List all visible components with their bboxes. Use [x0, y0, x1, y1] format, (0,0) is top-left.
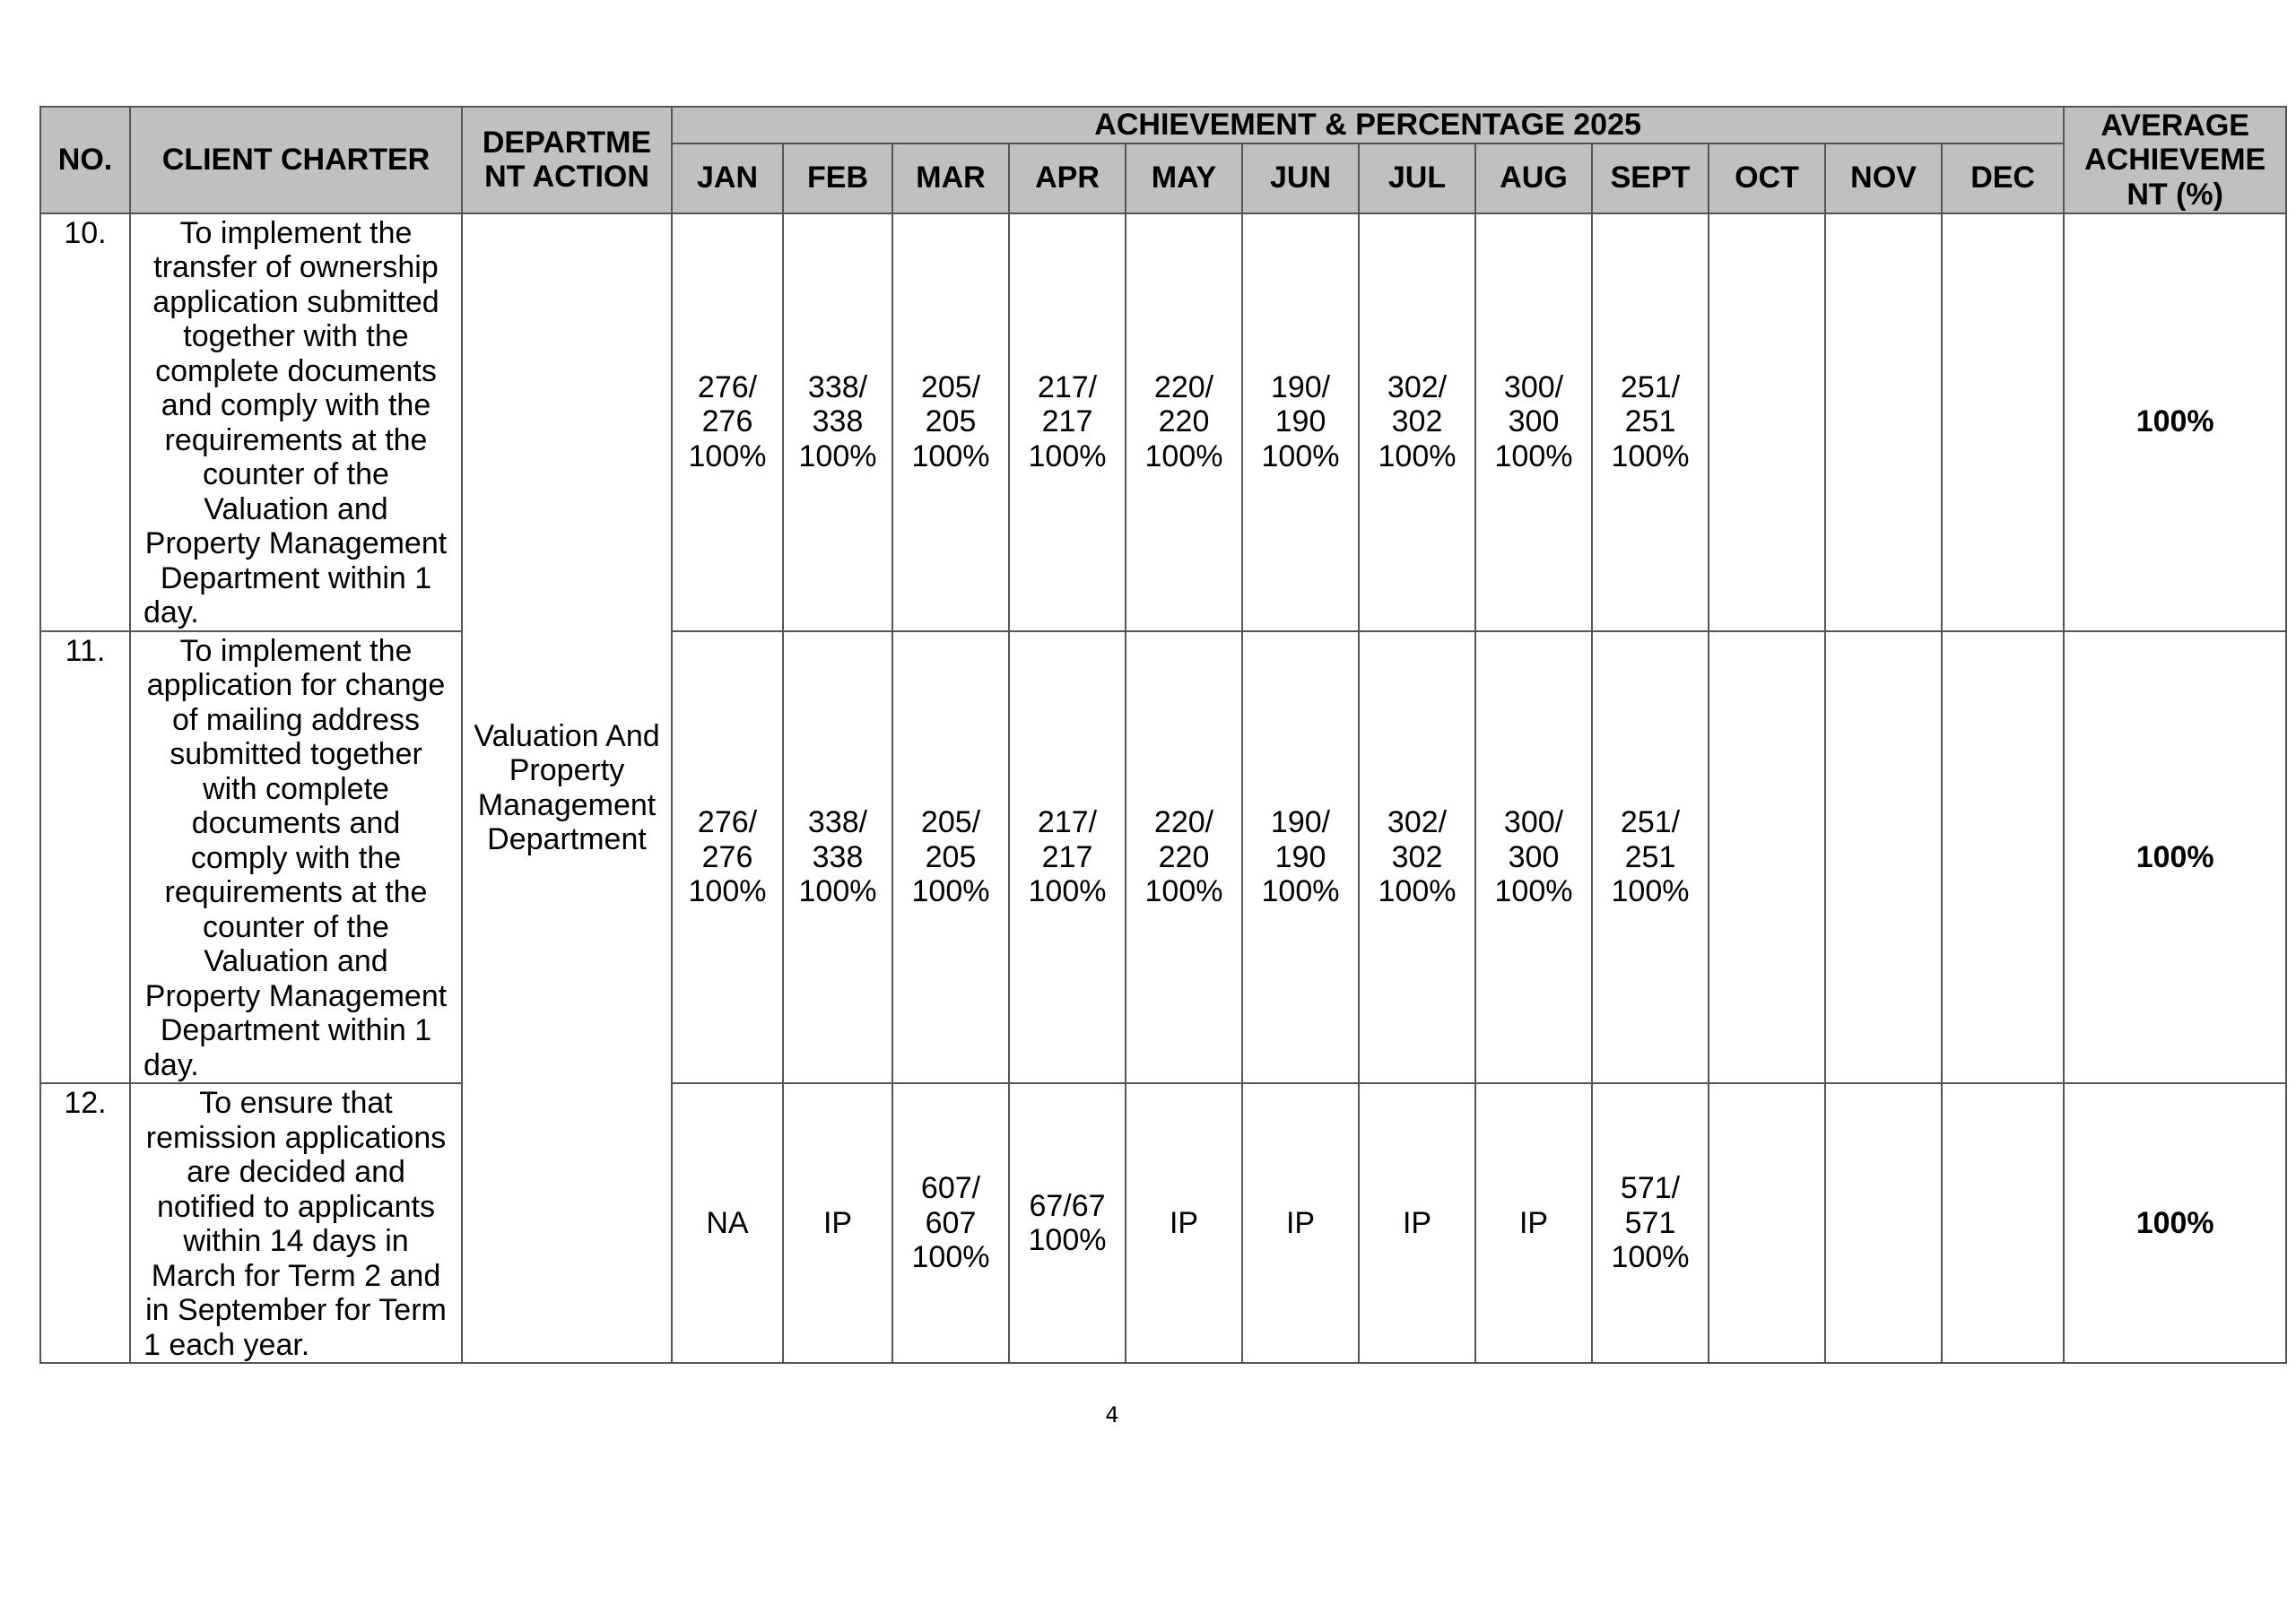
month-value-line: 338/ [807, 369, 868, 404]
month-value-line: 100% [688, 438, 767, 473]
month-value-line: 276 [701, 839, 753, 874]
month-value-line: 220 [1158, 839, 1210, 874]
month-value [1592, 1083, 1709, 1363]
header-achievement-group: ACHIEVEMENT & PERCENTAGE 2025 [672, 107, 2064, 143]
month-value-line: 251 [1624, 839, 1676, 874]
month-value [1709, 213, 1825, 631]
month-value [1942, 1083, 2064, 1363]
month-value-line: 67/67 [1029, 1188, 1106, 1223]
month-value-line: 100% [1144, 438, 1223, 473]
month-value [1592, 213, 1709, 631]
month-value-line: 607/ [920, 1171, 981, 1206]
month-value [892, 631, 1009, 1084]
month-value-line: IP [1402, 1205, 1432, 1240]
month-value-line: 300 [1508, 404, 1560, 439]
month-value-line: 190 [1274, 839, 1326, 874]
header-month: JAN [672, 143, 783, 213]
month-value-line: 190 [1274, 404, 1326, 439]
month-value-line: 220/ [1153, 369, 1214, 404]
header-no: NO. [40, 107, 130, 213]
month-value-line: 276/ [697, 369, 758, 404]
month-value [1825, 1083, 1942, 1363]
header-month: OCT [1709, 143, 1825, 213]
month-value [1126, 213, 1242, 631]
month-value [1709, 1083, 1825, 1363]
month-value [892, 213, 1009, 631]
month-value-line: 100% [1378, 874, 1457, 908]
month-value-line: 100% [688, 874, 767, 908]
month-value-line: 100% [911, 874, 990, 908]
month-value-line: 338 [812, 839, 864, 874]
month-value-line: 100% [911, 438, 990, 473]
month-value [1359, 1083, 1475, 1363]
month-value-line: 251 [1624, 404, 1676, 439]
month-value-line: 217/ [1037, 805, 1098, 839]
month-value [1126, 631, 1242, 1084]
month-value-line: 220/ [1153, 805, 1214, 839]
month-value-line: 205/ [920, 369, 981, 404]
month-value-line: 302 [1391, 404, 1443, 439]
header-average: AVERAGE ACHIEVEME NT (%) [2064, 107, 2286, 213]
month-value-line: IP [1518, 1205, 1549, 1240]
month-value-line: NA [706, 1205, 749, 1240]
month-value-line: 300/ [1503, 805, 1564, 839]
month-value-line: 571/ [1620, 1171, 1681, 1206]
month-value [1009, 631, 1126, 1084]
month-value [1475, 213, 1592, 631]
row-number: 10. [40, 213, 130, 631]
month-value [1825, 213, 1942, 631]
client-charter-table [39, 106, 2287, 1364]
month-value [672, 213, 783, 631]
month-value-line: 251/ [1620, 805, 1681, 839]
month-value-line: 100% [1028, 438, 1107, 473]
month-value-line: 190/ [1270, 805, 1331, 839]
charter-text: To implement the application for change of mailing address submitted together with complete documents and comply with the requirements at the counter of the Valuation and Property Management Department within 1 day. [130, 631, 462, 1084]
header-month: SEPT [1592, 143, 1709, 213]
month-value [1942, 631, 2064, 1084]
month-value [1359, 631, 1475, 1084]
month-value [892, 1083, 1009, 1363]
month-value-line: 217 [1041, 839, 1093, 874]
month-value-line: IP [822, 1205, 853, 1240]
month-value-line: 217/ [1037, 369, 1098, 404]
month-value-line: 100% [1611, 874, 1690, 908]
month-value-line: 100% [1261, 874, 1340, 908]
table-body [40, 213, 2286, 1364]
month-value-line: 205 [925, 839, 977, 874]
month-value-line: 100% [1494, 438, 1573, 473]
month-value-line: 205 [925, 404, 977, 439]
month-value-line: 338 [812, 404, 864, 439]
month-value-line: 300 [1508, 839, 1560, 874]
header-month: FEB [783, 143, 892, 213]
month-value [783, 213, 892, 631]
month-value-line: 205/ [920, 805, 981, 839]
header-month: MAY [1126, 143, 1242, 213]
month-value [1242, 1083, 1359, 1363]
header-month: JUN [1242, 143, 1359, 213]
month-value [1242, 213, 1359, 631]
charter-text: To implement the transfer of ownership application submitted together with the complete documents and comply with the requirements at the counter of the Valuation and Property Management Department within 1 day. [130, 213, 462, 631]
month-value-line: 217 [1041, 404, 1093, 439]
month-value-line: 607 [925, 1205, 977, 1240]
row-number: 12. [40, 1083, 130, 1363]
month-value-line: 100% [1494, 874, 1573, 908]
page-number: 4 [1105, 1402, 1119, 1428]
month-value [1709, 631, 1825, 1084]
charter-text: To ensure that remission applications are decided and notified to applicants within 14 days in March for Term 2 and in September for Term 1 each year. [130, 1083, 462, 1363]
month-value [783, 1083, 892, 1363]
month-value-line: 302/ [1387, 805, 1448, 839]
month-value-line: 302/ [1387, 369, 1448, 404]
month-value-line: IP [1169, 1205, 1199, 1240]
month-value [1009, 1083, 1126, 1363]
month-value-line: 100% [1144, 874, 1223, 908]
row-number: 11. [40, 631, 130, 1084]
month-value [672, 1083, 783, 1363]
month-value [1475, 631, 1592, 1084]
header-row-top [40, 107, 2286, 143]
table-row [40, 1083, 2286, 1363]
month-value-line: 100% [1028, 874, 1107, 908]
month-value-line: 100% [1261, 438, 1340, 473]
average-achievement: 100% [2064, 213, 2286, 631]
table-row [40, 631, 2286, 1084]
header-month: NOV [1825, 143, 1942, 213]
header-month: AUG [1475, 143, 1592, 213]
month-value-line: 100% [1611, 438, 1690, 473]
header-month: APR [1009, 143, 1126, 213]
month-value [1359, 213, 1475, 631]
department-action: Valuation And Property Management Department [462, 213, 672, 1364]
month-value [783, 631, 892, 1084]
month-value-line: 338/ [807, 805, 868, 839]
month-value [672, 631, 783, 1084]
month-value-line: 276 [701, 404, 753, 439]
average-achievement: 100% [2064, 631, 2286, 1084]
header-month: JUL [1359, 143, 1475, 213]
header-department-action: DEPARTME NT ACTION [462, 107, 672, 213]
month-value-line: 300/ [1503, 369, 1564, 404]
month-value [1009, 213, 1126, 631]
month-value-line: 100% [798, 874, 877, 908]
header-month: DEC [1942, 143, 2064, 213]
month-value-line: 220 [1158, 404, 1210, 439]
month-value [1942, 213, 2064, 631]
table-row [40, 213, 2286, 631]
month-value-line: 276/ [697, 805, 758, 839]
month-value-line: 251/ [1620, 369, 1681, 404]
month-value-line: 302 [1391, 839, 1443, 874]
month-value [1825, 631, 1942, 1084]
header-month: MAR [892, 143, 1009, 213]
month-value-line: IP [1285, 1205, 1316, 1240]
month-value [1126, 1083, 1242, 1363]
month-value-line: 100% [911, 1240, 990, 1275]
month-value-line: 100% [1028, 1223, 1107, 1257]
month-value-line: 100% [1378, 438, 1457, 473]
header-client-charter: CLIENT CHARTER [130, 107, 462, 213]
month-value [1242, 631, 1359, 1084]
month-value [1592, 631, 1709, 1084]
month-value-line: 190/ [1270, 369, 1331, 404]
month-value-line: 100% [1611, 1240, 1690, 1275]
month-value-line: 571 [1624, 1205, 1676, 1240]
average-achievement: 100% [2064, 1083, 2286, 1363]
month-value-line: 100% [798, 438, 877, 473]
month-value [1475, 1083, 1592, 1363]
